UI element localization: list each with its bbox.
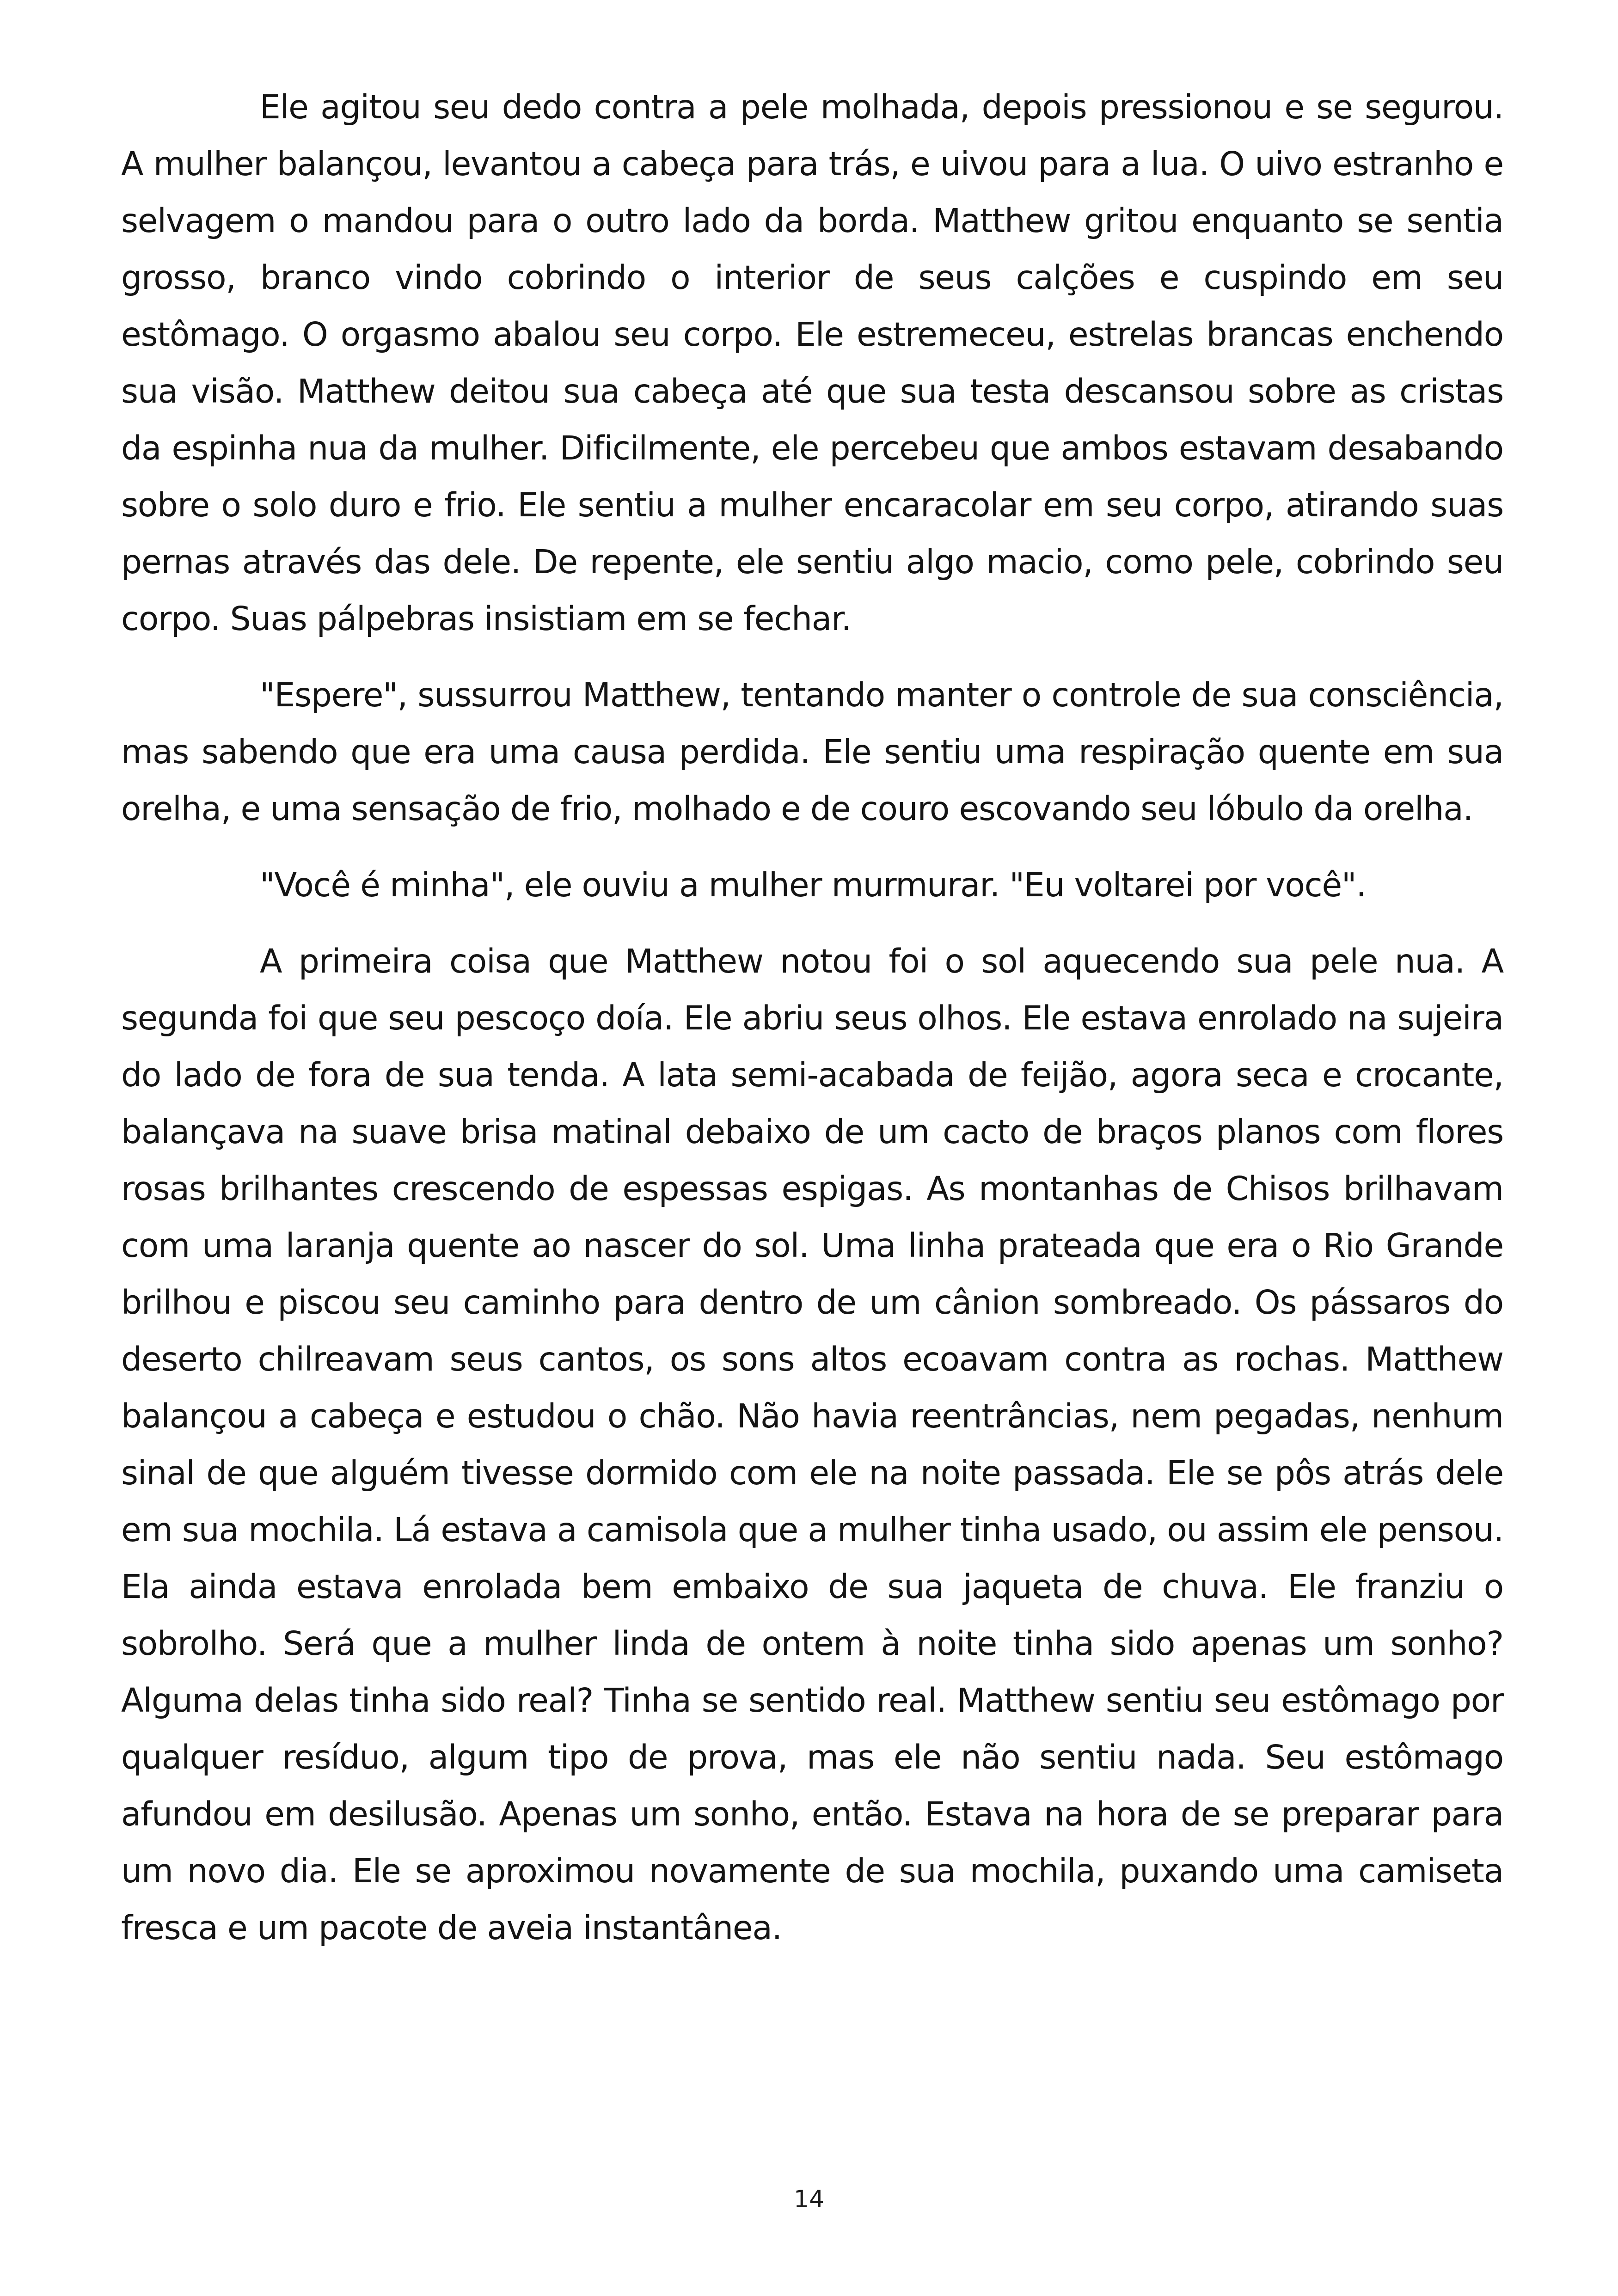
body-text — [121, 79, 1503, 1976]
paragraph-3: "Você é minha", ele ouviu a mulher murmurar. "Eu voltarei por você". — [260, 866, 1366, 904]
paragraph-1: Ele agitou seu dedo contra a pele molhada, depois pressionou e se segurou. A mulher balançou, levantou a cabeça para trás, e uivou para a lua. O uivo estranho e selvagem o mandou para o outro lado da borda. Matthew gritou enquanto se sentia grosso, branco vindo cobrindo o interior de seus calções e cuspindo em seu estômago. O orgasmo abalou seu corpo. Ele estremeceu, estrelas brancas enchendo sua visão. Matthew deitou sua cabeça até que sua testa descansou sobre as cristas da espinha nua da mulher. Dificilmente, ele percebeu que ambos estavam desabando sobre o solo duro e frio. Ele sentiu a mulher encaracolar em seu corpo, atirando suas pernas através das dele. De repente, ele sentiu algo macio, como pele, cobrindo seu corpo. Suas pálpebras insistiam em se fechar. — [121, 88, 1503, 638]
paragraph-2: "Espere", sussurrou Matthew, tentando manter o controle de sua consciência, mas sabendo que era uma causa perdida. Ele sentiu uma respiração quente em sua orelha, e uma sensação de frio, molhado e de couro escovando seu lóbulo da orelha. — [121, 676, 1503, 828]
page-number: 14 — [793, 2186, 825, 2213]
paragraph-4: A primeira coisa que Matthew notou foi o sol aquecendo sua pele nua. A segunda foi que seu pescoço doía. Ele abriu seus olhos. Ele estava enrolado na sujeira do lado de fora de sua tenda. A lata semi-acabada de feijão, agora seca e crocante, balançava na suave brisa matinal debaixo de um cacto de braços planos com flores rosas brilhantes crescendo de espessas espigas. As montanhas de Chisos brilhavam com uma laranja quente ao nascer do sol. Uma linha prateada que era o Rio Grande brilhou e piscou seu caminho para dentro de um cânion sombreado. Os pássaros do deserto chilreavam seus cantos, os sons altos ecoavam contra as rochas. Matthew balançou a cabeça e estudou o chão. Não havia reentrâncias, nem pegadas, nenhum sinal de que alguém tivesse dormido com ele na noite passada. Ele se pôs atrás dele em sua mochila. Lá estava a camisola que a mulher tinha usado, ou assim ele pensou. Ela ainda estava enrolada bem embaixo de sua jaqueta de chuva. Ele franziu o sobrolho. Será que a mulher linda de ontem à noite tinha sido apenas um sonho? Alguma delas tinha sido real? Tinha se sentido real. Matthew sentiu seu estômago por qualquer resíduo, algum tipo de prova, mas ele não sentiu nada. Seu estômago afundou em desilusão. Apenas um sonho, então. Estava na hora de se preparar para um novo dia. Ele se aproximou novamente de sua mochila, puxando uma camiseta fresca e um pacote de aveia instantânea. — [121, 942, 1503, 1947]
